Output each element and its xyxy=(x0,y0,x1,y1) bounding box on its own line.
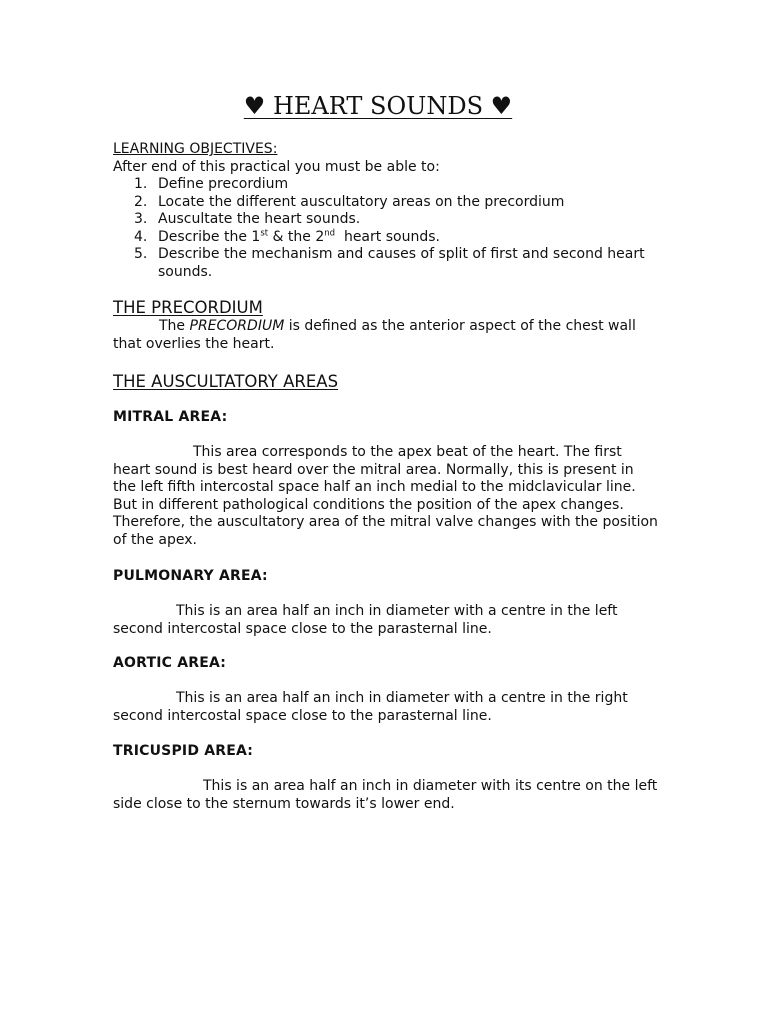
objective-text: Describe the mechanism and causes of split of first and second heart sounds. xyxy=(158,246,645,280)
learning-objectives-section xyxy=(113,141,658,281)
objective-number: 4. xyxy=(134,228,148,245)
tricuspid-paragraph: This is an area half an inch in diameter with its centre on the left side close to the sternum towards it’s lower end. xyxy=(113,778,658,812)
mitral-paragraph: This area corresponds to the apex beat of the heart. The first heart sound is best heard over the mitral area. Normally, this is present in the left fifth intercostal space half an inch medial to the midclavicular line. But in different pathological conditions the position of the apex changes. Therefore, the auscultatory area of the mitral valve changes with the position of the apex. xyxy=(113,444,658,548)
pulmonary-heading: PULMONARY AREA: xyxy=(113,568,268,584)
aortic-paragraph: This is an area half an inch in diameter with a centre in the right second intercostal space close to the parasternal line. xyxy=(113,690,628,724)
objective-item xyxy=(134,176,658,194)
objective-item xyxy=(134,246,658,281)
aortic-heading: AORTIC AREA: xyxy=(113,655,227,671)
ordinal-suffix: nd xyxy=(324,227,336,238)
objectives-heading: LEARNING OBJECTIVES: xyxy=(113,141,278,157)
precordium-term: PRECORDIUM xyxy=(189,318,285,334)
objective-text: Auscultate the heart sounds. xyxy=(158,211,361,227)
objective-number: 3. xyxy=(134,211,148,227)
precordium-section xyxy=(113,298,658,353)
precordium-paragraph xyxy=(113,318,658,353)
precordium-rest: is defined as the anterior aspect of the chest wall that overlies the heart. xyxy=(113,318,636,352)
ordinal-suffix: st xyxy=(260,227,269,238)
objective-text-part: & the 2 xyxy=(268,228,325,245)
objective-number: 1. xyxy=(134,176,148,192)
objective-item xyxy=(134,211,658,229)
objective-number: 5. xyxy=(134,246,148,262)
objectives-list xyxy=(113,176,658,281)
objective-text: Locate the different auscultatory areas on the precordium xyxy=(158,193,565,210)
precordium-heading: THE PRECORDIUM xyxy=(113,298,263,317)
tricuspid-heading: TRICUSPID AREA: xyxy=(113,743,254,759)
objective-item xyxy=(134,227,658,247)
objective-text-part: Describe the 1 xyxy=(158,228,261,245)
objective-text: Define precordium xyxy=(158,176,289,192)
precordium-lead: The xyxy=(159,318,190,334)
pulmonary-paragraph: This is an area half an inch in diameter with a centre in the left second intercostal space close to the parasternal line. xyxy=(113,603,618,637)
objective-number: 2. xyxy=(134,193,148,210)
objective-item xyxy=(134,193,658,212)
page-title: ♥ HEART SOUNDS ♥ xyxy=(243,92,513,120)
objective-text-part: heart sounds. xyxy=(335,228,440,245)
objectives-intro: After end of this practical you must be able to: xyxy=(113,158,440,175)
mitral-heading: MITRAL AREA: xyxy=(113,409,228,425)
auscultatory-heading: THE AUSCULTATORY AREAS xyxy=(113,372,339,391)
